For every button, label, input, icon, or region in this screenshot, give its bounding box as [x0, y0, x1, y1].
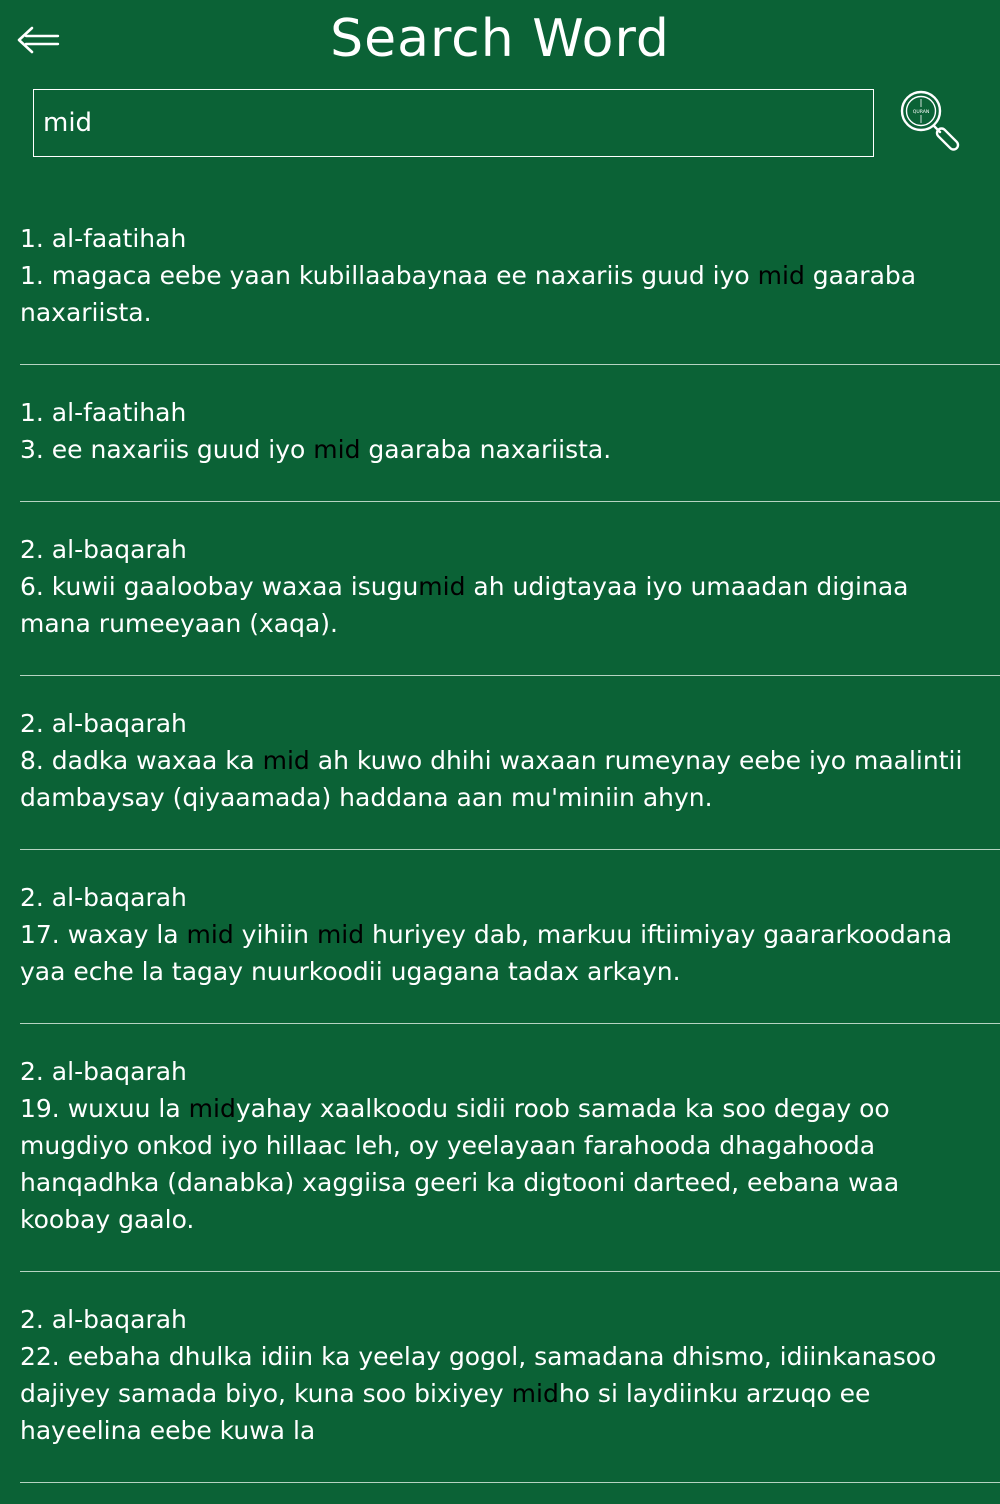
search-result-item[interactable] [0, 871, 1000, 990]
result-surah-name: 2. al-baqarah [20, 1057, 187, 1086]
quran-magnifier-search-icon [896, 86, 968, 158]
verse-text-segment: 1. magaca eebe yaan kubillaabaynaa ee naxariis guud iyo [20, 261, 758, 290]
search-button[interactable] [896, 86, 968, 158]
search-results-list [0, 212, 1000, 1504]
verse-highlight-match: mid [418, 572, 466, 601]
result-verse-text [20, 431, 1000, 468]
header-bar [0, 0, 1000, 80]
result-spacer [0, 642, 1000, 675]
result-surah-name: 2. al-baqarah [20, 709, 187, 738]
verse-text-segment: ah udigtayaa iyo umaadan diginaa mana rumeeyaan (xaqa). [20, 572, 909, 638]
page-title: Search Word [330, 9, 670, 69]
search-result-item[interactable] [0, 386, 1000, 468]
verse-highlight-match: mid [262, 746, 310, 775]
verse-text-segment: ho si laydiinku arzuqo ee hayeelina eebe kuwa la [20, 1379, 871, 1445]
search-icon-text: QURAN [912, 110, 930, 115]
search-result-item[interactable] [0, 697, 1000, 816]
result-spacer [0, 1483, 1000, 1504]
verse-highlight-match: mid [186, 920, 234, 949]
verse-text-segment: 8. dadka waxaa ka [20, 746, 263, 775]
verse-text-segment: yahay xaalkoodu sidii roob samada ka soo degay oo mugdiyo onkod iyo hillaac leh, oy yeelayaan farahooda dhagahooda hanqadhka (danabka) xaggiisa geeri ka digtooni darteed, eebana waa koobay gaalo. [20, 1094, 900, 1234]
result-verse-text [20, 257, 1000, 331]
result-surah-name: 2. al-baqarah [20, 535, 187, 564]
result-spacer [0, 850, 1000, 871]
result-surah-name: 1. al-faatihah [20, 224, 187, 253]
search-result-item[interactable] [0, 1045, 1000, 1238]
result-verse-text [20, 568, 1000, 642]
result-spacer [0, 990, 1000, 1023]
verse-text-segment: 22. eebaha dhulka idiin ka yeelay gogol, samadana dhismo, idiinkanasoo dajiyey samada biyo, kuna soo bixiyey [20, 1342, 937, 1408]
result-spacer [0, 331, 1000, 364]
result-spacer [0, 1449, 1000, 1482]
result-verse-text [20, 916, 1000, 990]
result-spacer [0, 1024, 1000, 1045]
verse-highlight-match: mid [511, 1379, 559, 1408]
verse-highlight-match: mid [313, 435, 361, 464]
verse-text-segment: 17. waxay la [20, 920, 187, 949]
result-spacer [0, 365, 1000, 386]
search-result-item[interactable] [0, 212, 1000, 331]
result-spacer [0, 816, 1000, 849]
result-spacer [0, 1272, 1000, 1293]
verse-text-segment: yihiin [233, 920, 317, 949]
verse-text-segment: 19. wuxuu la [20, 1094, 189, 1123]
result-surah-name: 2. al-baqarah [20, 1305, 187, 1334]
verse-text-segment: 3. ee naxariis guud iyo [20, 435, 314, 464]
verse-text-segment: gaaraba naxariista. [360, 435, 612, 464]
search-input[interactable] [33, 89, 874, 157]
verse-text-segment: gaaraba naxariista. [20, 261, 917, 327]
verse-highlight-match: mid [316, 920, 365, 949]
result-surah-name: 1. al-faatihah [20, 398, 187, 427]
result-verse-text [20, 1090, 1000, 1238]
result-spacer [0, 676, 1000, 697]
verse-highlight-match: mid [188, 1094, 236, 1123]
verse-text-segment: huriyey dab, markuu iftiimiyay gaararkoodana yaa eche la tagay nuurkoodii ugagana tadax arkayn. [20, 920, 953, 986]
verse-highlight-match: mid [757, 261, 805, 290]
search-result-item[interactable] [0, 1293, 1000, 1449]
search-result-item[interactable] [0, 523, 1000, 642]
result-verse-text [20, 1338, 1000, 1449]
verse-text-segment: ah kuwo dhihi waxaan rumeynay eebe iyo maalintii dambaysay (qiyaamada) haddana aan mu'miniin ahyn. [20, 746, 963, 812]
result-surah-name: 2. al-baqarah [20, 883, 187, 912]
result-verse-text [20, 742, 1000, 816]
result-spacer [0, 1238, 1000, 1271]
result-spacer [0, 502, 1000, 523]
result-spacer [0, 468, 1000, 501]
verse-text-segment: 6. kuwii gaaloobay waxaa isugu [20, 572, 419, 601]
